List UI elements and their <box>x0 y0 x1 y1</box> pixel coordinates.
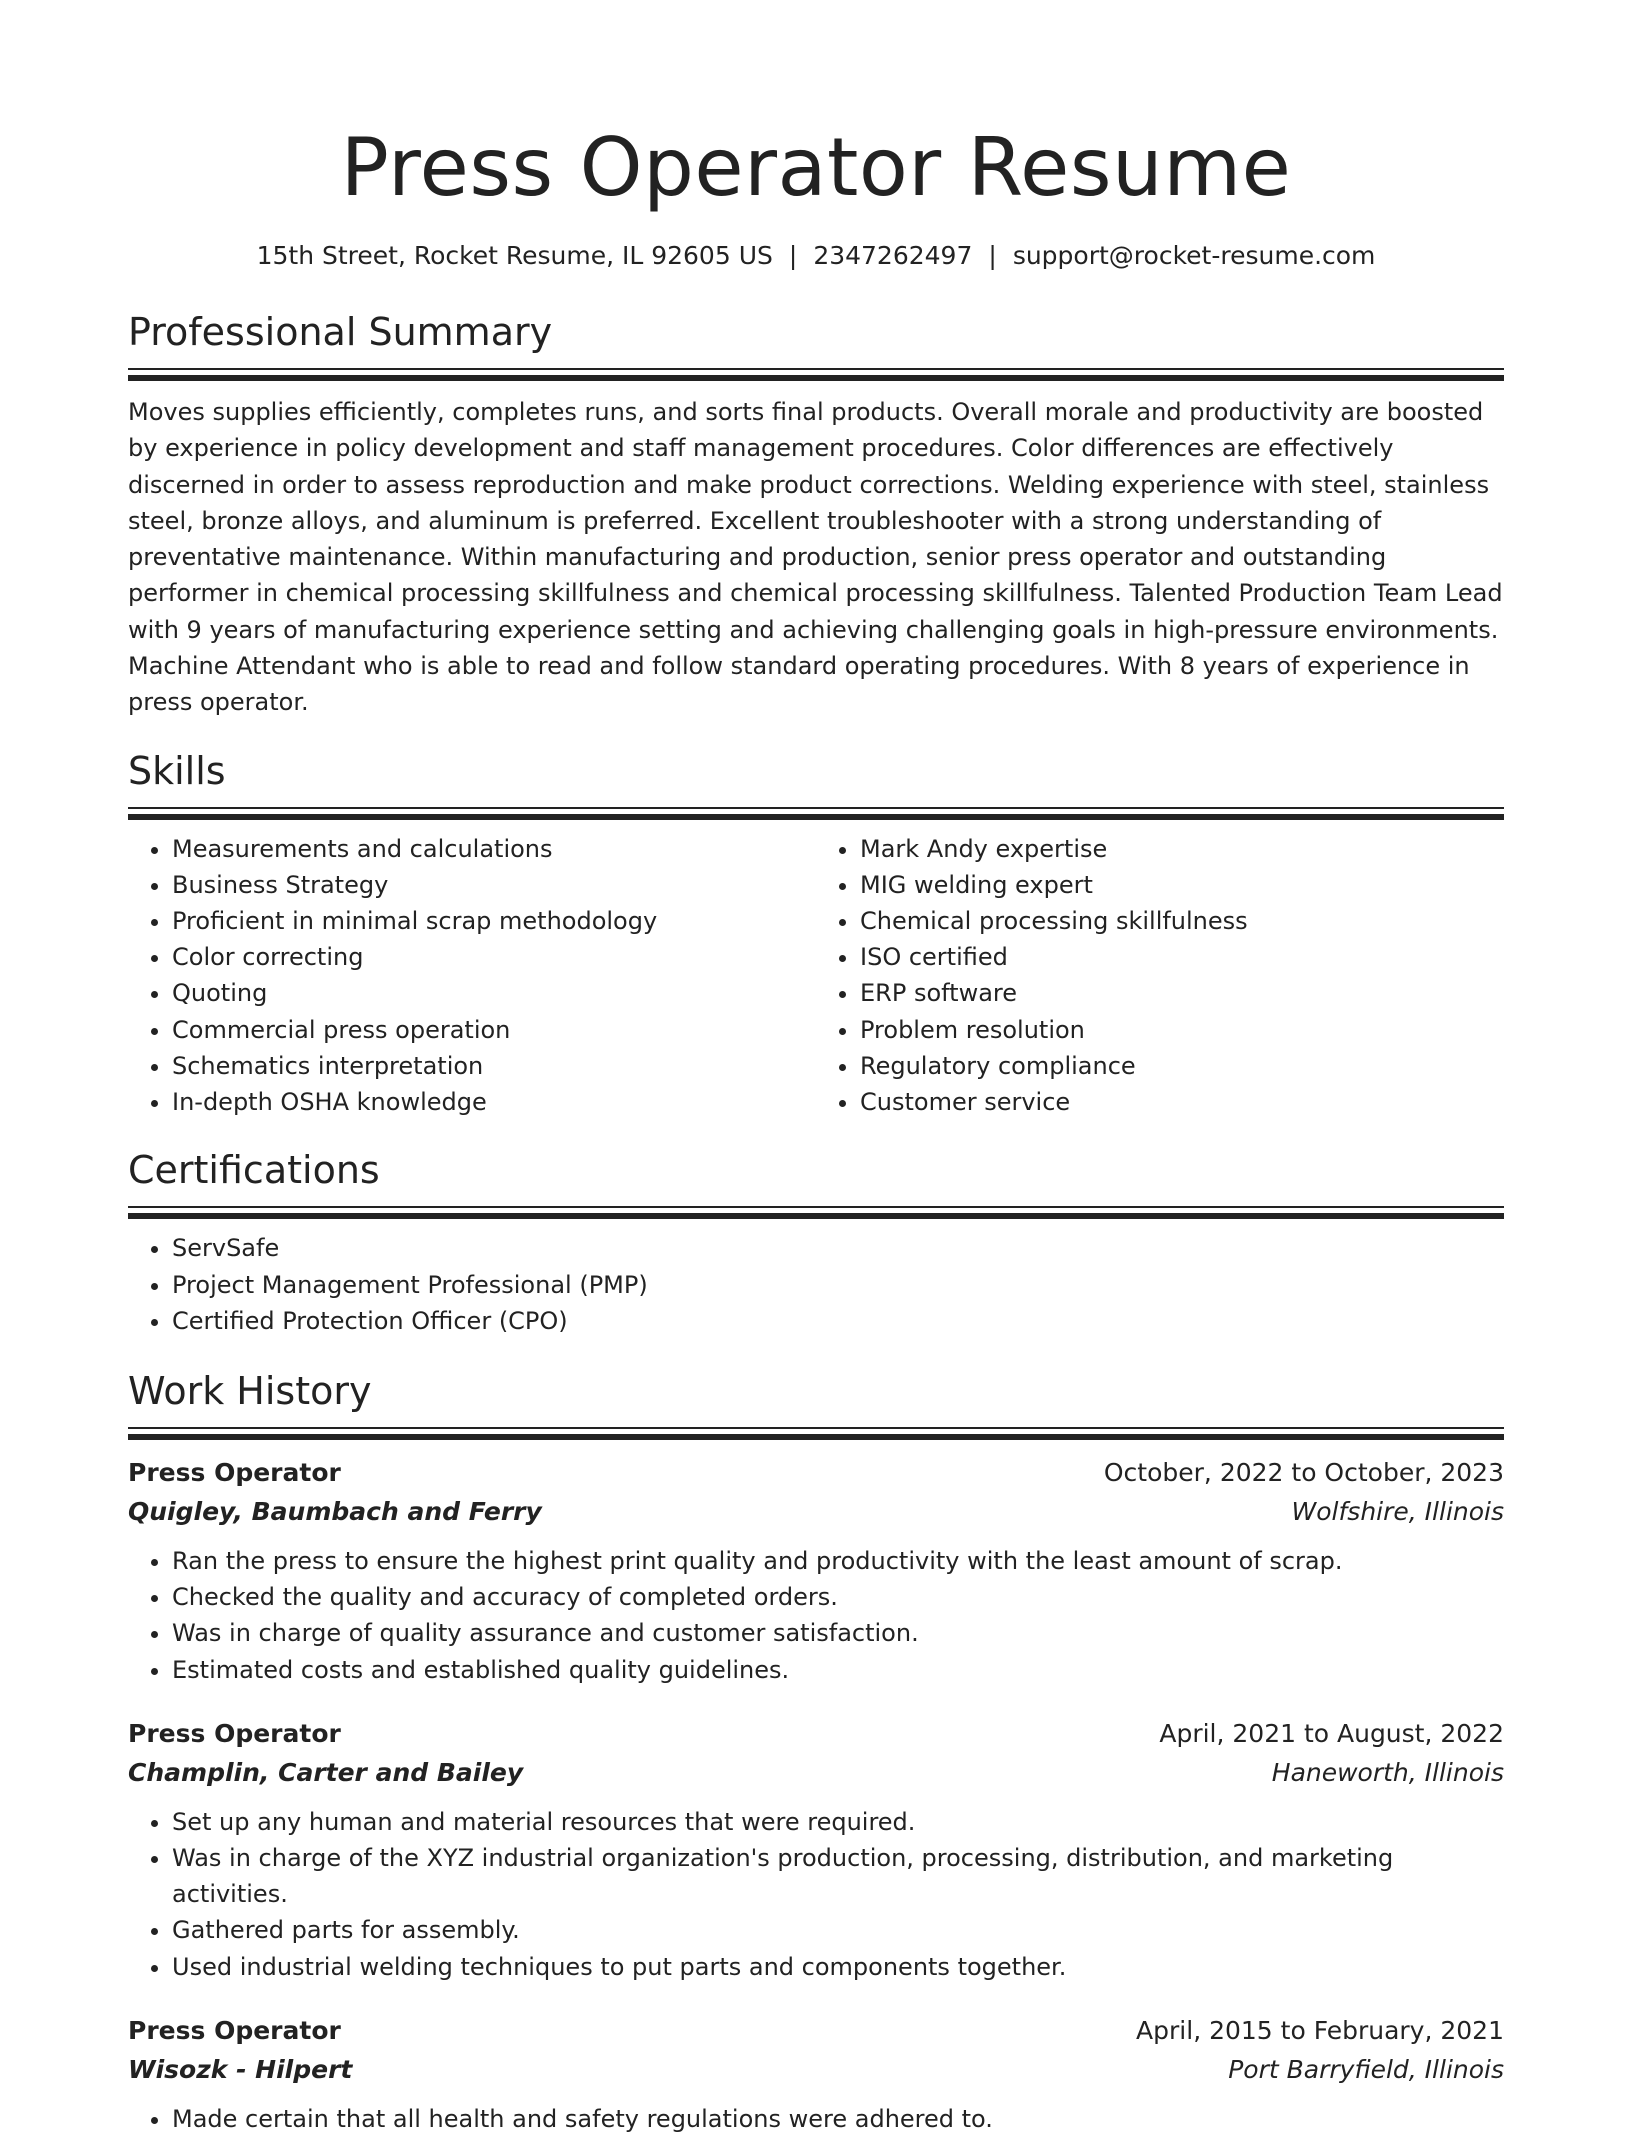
job-header-row <box>128 2011 1504 2051</box>
skills-column-left <box>128 831 816 1121</box>
job-entry <box>128 2011 1504 2137</box>
skill-item: • Proficient in minimal scrap methodology <box>172 903 816 939</box>
skill-item: • Schematics interpretation <box>172 1048 816 1084</box>
skill-item: • Measurements and calculations <box>172 831 816 867</box>
job-title: Press Operator <box>128 1718 341 1748</box>
job-company-row <box>128 1493 1504 1531</box>
contact-email: support@rocket-resume.com <box>1012 241 1376 270</box>
job-entry <box>128 1714 1504 1985</box>
certifications-heading: Certifications <box>128 1148 380 1193</box>
skills-heading: Skills <box>128 748 226 793</box>
skill-item: • Mark Andy expertise <box>860 831 1504 867</box>
skills-list-left <box>128 831 816 1121</box>
contact-line <box>128 238 1504 274</box>
job-bullets <box>128 1804 1504 1985</box>
section-divider <box>128 1427 1504 1439</box>
skill-item: • Commercial press operation <box>172 1012 816 1048</box>
certification-item: • Certified Protection Officer (CPO) <box>172 1303 1504 1339</box>
contact-address: 15th Street, Rocket Resume, IL 92605 US <box>256 241 773 270</box>
section-divider <box>128 807 1504 819</box>
job-company-row <box>128 1754 1504 1792</box>
skill-item: • Regulatory compliance <box>860 1048 1504 1084</box>
contact-phone: 2347262497 <box>813 241 973 270</box>
job-bullet: • Used industrial welding techniques to put parts and components together. <box>172 1949 1504 1985</box>
skills-list-right <box>816 831 1504 1121</box>
skill-item: • MIG welding expert <box>860 867 1504 903</box>
job-dates: April, 2015 to February, 2021 <box>1136 2015 1504 2045</box>
contact-separator: | <box>988 241 997 270</box>
contact-separator: | <box>788 241 798 270</box>
job-dates: October, 2022 to October, 2023 <box>1103 1457 1504 1487</box>
skill-item: • ERP software <box>860 975 1504 1011</box>
job-location: Port Barryfield, Illinois <box>1228 2054 1504 2084</box>
job-bullet: • Estimated costs and established quality guidelines. <box>172 1652 1504 1688</box>
skill-item: • Problem resolution <box>860 1012 1504 1048</box>
summary-text: Moves supplies efficiently, completes runs, and sorts final products. Overall morale and productivity are boosted by experience in policy development and staff management procedures. Color differences are effectively discerned in order to assess reproduction and make product corrections. Welding experience with steel, stainless steel, bronze alloys, and aluminum is preferred. Excellent troubleshooter with a strong understanding of preventative maintenance. Within manufacturing and production, senior press operator and outstanding performer in chemical processing skillfulness and chemical processing skillfulness. Talented Production Team Lead with 9 years of manufacturing experience setting and achieving challenging goals in high-pressure environments. Machine Attendant who is able to read and follow standard operating procedures. With 8 years of experience in press operator. <box>128 398 1503 717</box>
certifications-list <box>128 1230 1504 1339</box>
job-bullet: • Made certain that all health and safety regulations were adhered to. <box>172 2101 1504 2137</box>
certification-item: • ServSafe <box>172 1230 1504 1266</box>
job-dates: April, 2021 to August, 2022 <box>1159 1718 1504 1748</box>
job-entry <box>128 1453 1504 1688</box>
skills-column-right <box>816 831 1504 1121</box>
job-location: Haneworth, Illinois <box>1271 1757 1504 1787</box>
certification-item: • Project Management Professional (PMP) <box>172 1267 1504 1303</box>
certifications-section <box>128 1146 1504 1339</box>
skill-item: • Chemical processing skillfulness <box>860 903 1504 939</box>
job-bullets <box>128 1543 1504 1688</box>
skill-item: • In-depth OSHA knowledge <box>172 1084 816 1120</box>
job-company-row <box>128 2051 1504 2089</box>
job-header-row <box>128 1714 1504 1754</box>
job-company: Wisozk - Hilpert <box>128 2054 353 2084</box>
job-company: Champlin, Carter and Bailey <box>128 1757 524 1787</box>
skill-item: • Quoting <box>172 975 816 1011</box>
work-history-heading: Work History <box>128 1368 372 1413</box>
work-history-section <box>128 1367 1504 2137</box>
skills-grid <box>128 831 1504 1121</box>
summary-section <box>128 308 1504 721</box>
job-bullet: • Set up any human and material resources that were required. <box>172 1804 1504 1840</box>
job-location: Wolfshire, Illinois <box>1291 1496 1504 1526</box>
skills-section <box>128 747 1504 1121</box>
skill-item: • Business Strategy <box>172 867 816 903</box>
section-divider <box>128 368 1504 380</box>
job-title: Press Operator <box>128 2015 341 2045</box>
job-bullet: • Was in charge of the XYZ industrial organization's production, processing, distribution, and marketing activities. <box>172 1840 1504 1912</box>
job-bullet: • Ran the press to ensure the highest print quality and productivity with the least amount of scrap. <box>172 1543 1504 1579</box>
job-title: Press Operator <box>128 1457 341 1487</box>
summary-heading: Professional Summary <box>128 310 553 354</box>
job-bullet: • Was in charge of quality assurance and customer satisfaction. <box>172 1615 1504 1651</box>
job-bullet: • Gathered parts for assembly. <box>172 1912 1504 1948</box>
job-bullet: • Checked the quality and accuracy of completed orders. <box>172 1579 1504 1615</box>
job-bullets <box>128 2101 1504 2137</box>
resume-title: Press Operator Resume <box>340 121 1292 214</box>
skill-item: • Color correcting <box>172 939 816 975</box>
skill-item: • ISO certified <box>860 939 1504 975</box>
job-company: Quigley, Baumbach and Ferry <box>128 1496 542 1526</box>
section-divider <box>128 1206 1504 1218</box>
job-header-row <box>128 1453 1504 1493</box>
skill-item: • Customer service <box>860 1084 1504 1120</box>
